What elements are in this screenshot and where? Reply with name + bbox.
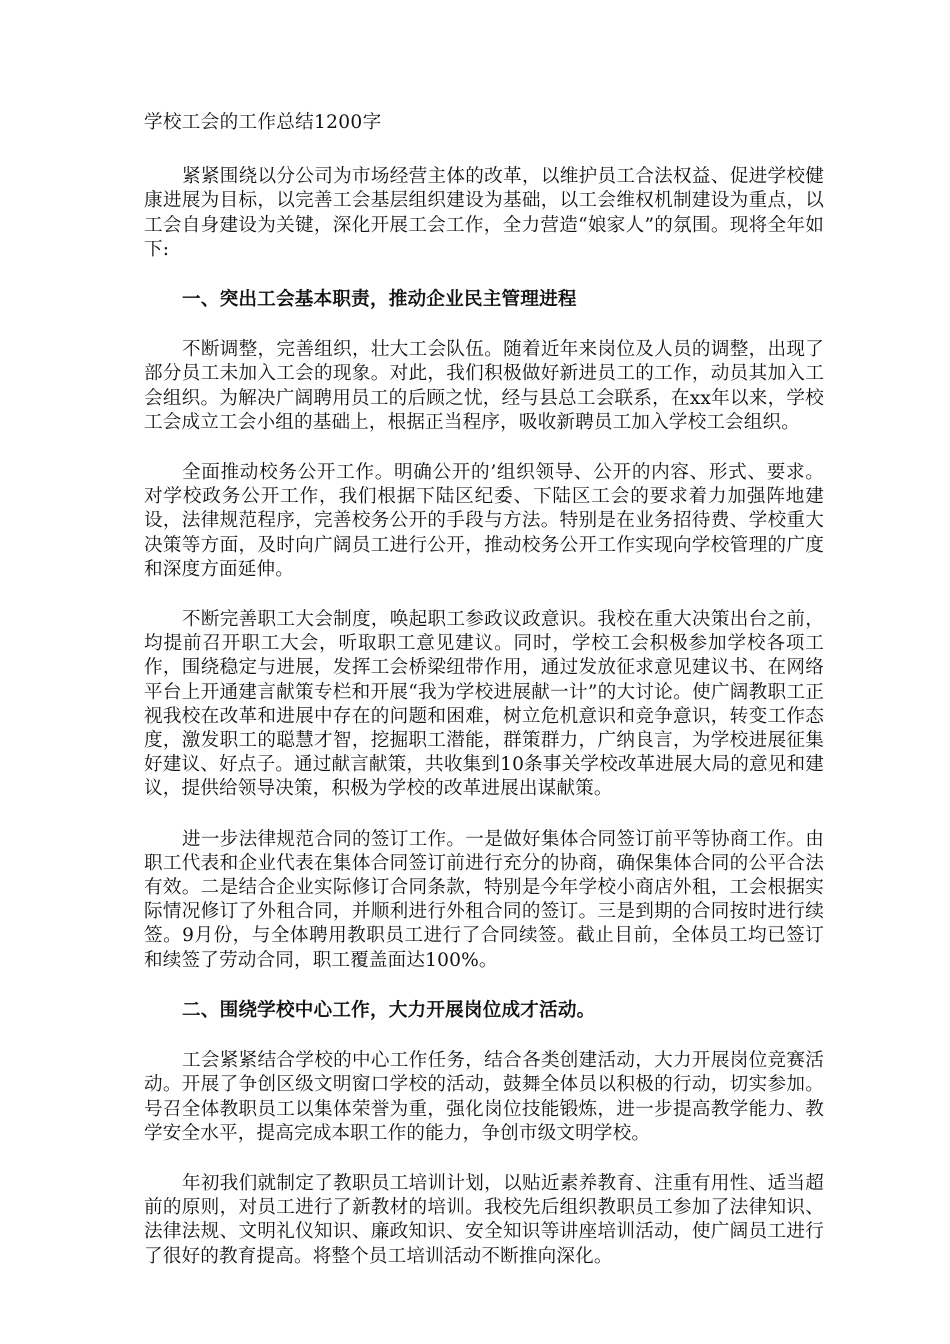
document-title: 学校工会的工作总结1200字 [144, 112, 382, 133]
section-heading-2: 二、围绕学校中心工作，大力开展岗位成才活动。 [182, 999, 596, 1021]
section1-paragraph-3: 不断完善职工大会制度，唤起职工参政议政意识。我校在重大决策出台之前，均提前召开职工大会，听取职工意见建议。同时，学校工会积极参加学校各项工作，围绕稳定与进展，发挥工会桥梁纽带作用，通过发放征求意见建议书、在网络平台上开通建言献策专栏和开展“我为学校进展献一计”的大讨论。使广阔教职工正视我校在改革和进展中存在的问题和困难，树立危机意识和竞争意识，转变工作态度，激发职工的聪慧才智，挖掘职工潜能，群策群力，广纳良言，为学校进展征集好建议、好点子。通过献言献策，共收集到10条事关学校改革进展大局的意见和建议，提供给领导决策，积极为学校的改革进展出谋献策。 [144, 609, 824, 800]
section2-paragraph-2: 年初我们就制定了教职员工培训计划，以贴近素养教育、注重有用性、适当超前的原则，对员工进行了新教材的培训。我校先后组织教职员工参加了法律知识、法律法规、文明礼仪知识、廉政知识、安全知识等讲座培训活动，使广阔员工进行了很好的教育提高。将整个员工培训活动不断推向深化。 [144, 1172, 824, 1267]
section1-paragraph-4: 进一步法律规范合同的签订工作。一是做好集体合同签订前平等协商工作。由职工代表和企业代表在集体合同签订前进行充分的协商，确保集体合同的公平合法有效。二是结合企业实际修订合同条款，特别是今年学校小商店外租，工会根据实际情况修订了外租合同，并顺利进行外租合同的签订。三是到期的合同按时进行续签。9月份，与全体聘用教职员工进行了合同续签。截止目前，全体员工均已签订和续签了劳动合同，职工覆盖面达100%。 [144, 828, 824, 971]
document-body [144, 111, 824, 1295]
section2-paragraph-1: 工会紧紧结合学校的中心工作任务，结合各类创建活动，大力开展岗位竞赛活动。开展了争创区级文明窗口学校的活动，鼓舞全体员以积极的行动，切实参加。号召全体教职员工以集体荣誉为重，强化岗位技能锻炼，进一步提高教学能力、教学安全水平，提高完成本职工作的能力，争创市级文明学校。 [144, 1050, 824, 1144]
section-heading-1: 一、突出工会基本职责，推动企业民主管理进程 [182, 289, 577, 311]
section1-paragraph-1: 不断调整，完善组织，壮大工会队伍。随着近年来岗位及人员的调整，出现了部分员工未加入工会的现象。对此，我们积极做好新进员工的工作，动员其加入工会组织。为解决广阔聘用员工的后顾之忧，经与县总工会联系，在xx年以来，学校工会成立工会小组的基础上，根据正当程序，吸收新聘员工加入学校工会组织。 [144, 339, 824, 433]
intro-paragraph: 紧紧围绕以分公司为市场经营主体的改革，以维护员工合法权益、促进学校健康进展为目标，以完善工会基层组织建设为基础，以工会维权机制建设为重点，以工会自身建设为关键，深化开展工会工作，全力营造“娘家人”的氛围。现将全年如下: [144, 166, 824, 260]
section1-paragraph-2: 全面推动校务公开工作。明确公开的’组织领导、公开的内容、形式、要求。对学校政务公开工作，我们根据下陆区纪委、下陆区工会的要求着力加强阵地建设，法律规范程序，完善校务公开的手段与方法。特别是在业务招待费、学校重大决策等方面，及时向广阔员工进行公开，推动校务公开工作实现向学校管理的广度和深度方面延伸。 [144, 462, 824, 580]
